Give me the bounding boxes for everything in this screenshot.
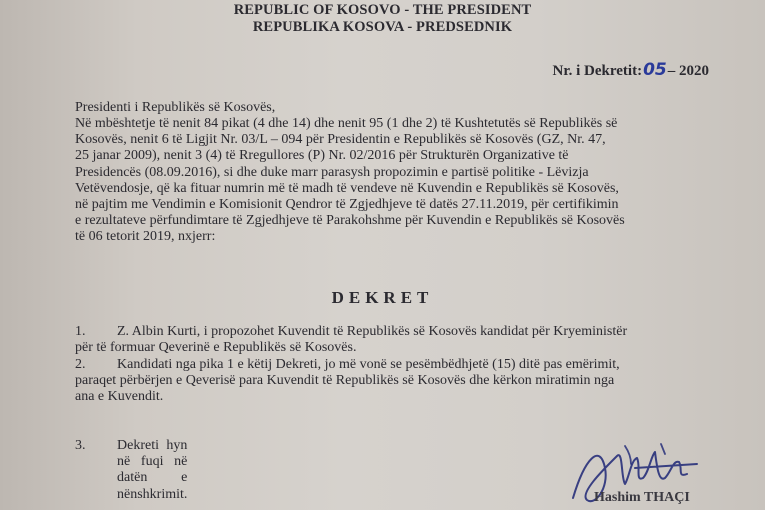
item-number: 3. <box>75 438 86 453</box>
preamble-line: Në mbështetje të nenit 84 pikat (4 dhe 14) dhe nenit 95 (1 dhe 2) të Kushtetutës së Republikës së <box>75 116 618 131</box>
preamble-line: 25 janar 2009), nenit 3 (4) të Rregullores (P) Nr. 02/2016 për Strukturën Organizative të <box>75 148 569 163</box>
item-text: Dekreti hyn në fuqi në datën e nënshkrimit. <box>117 438 188 502</box>
header-line-english: REPUBLIC OF KOSOVO - THE PRESIDENT <box>233 2 532 18</box>
item-number: 2. <box>75 357 86 372</box>
preamble-line: Kosovës, nenit 6 të Ligjit Nr. 03/L – 094 për Presidentin e Republikës së Kosovës (GZ, Nr. 47, <box>75 132 606 147</box>
item-text: Z. Albin Kurti, i propozohet Kuvendit të Republikës së Kosovës kandidat për Kryeministër <box>117 324 628 339</box>
item-text-continued: ana e Kuvendit. <box>75 389 164 404</box>
decree-title: DEKRET <box>331 288 434 307</box>
preamble-line: e rezultateve përfundimtare të Zgjedhjeve të Parakohshme për Kuvendin e Republikës së Kosovës <box>75 213 625 228</box>
preamble-line: të 06 tetorit 2019, nxjerr: <box>75 229 216 244</box>
item-number: 1. <box>75 324 86 339</box>
preamble-line: Presidencës (08.09.2016), si dhe duke marr parasysh propozimin e partisë politike - Lëvizja <box>75 165 589 180</box>
decree-number-prefix: Nr. i Dekretit: <box>552 63 643 79</box>
item-text-continued: paraqet përbërjen e Qeverisë para Kuvendit të Republikës së Kosovës dhe kërkon miratimin nga <box>75 373 615 388</box>
greeting: Presidenti i Republikës së Kosovës, <box>75 100 276 115</box>
header-line-albanian: REPUBLIKA KOSOVA - PREDSEDNIK <box>252 19 513 35</box>
signatory-name: Hashim THAÇI <box>594 490 690 505</box>
item-text-continued: për të formuar Qeverinë e Republikës së Kosovës. <box>75 340 357 355</box>
decree-number-handwritten: 05 <box>643 60 667 80</box>
item-text: Kandidati nga pika 1 e këtij Dekreti, jo më vonë se pesëmbëdhjetë (15) ditë pas emërimit, <box>117 357 620 372</box>
preamble-line: Vetëvendosje, që ka fituar numrin më të madh të vendeve në Kuvendin e Republikës së Kosovës, <box>75 181 619 196</box>
decree-number <box>553 60 709 80</box>
preamble-line: në pajtim me Vendimin e Komisionit Qendror të Zgjedhjeve të datës 27.11.2019, për certifikimin <box>75 197 619 212</box>
decree-number-suffix: – 2020 <box>667 63 709 79</box>
